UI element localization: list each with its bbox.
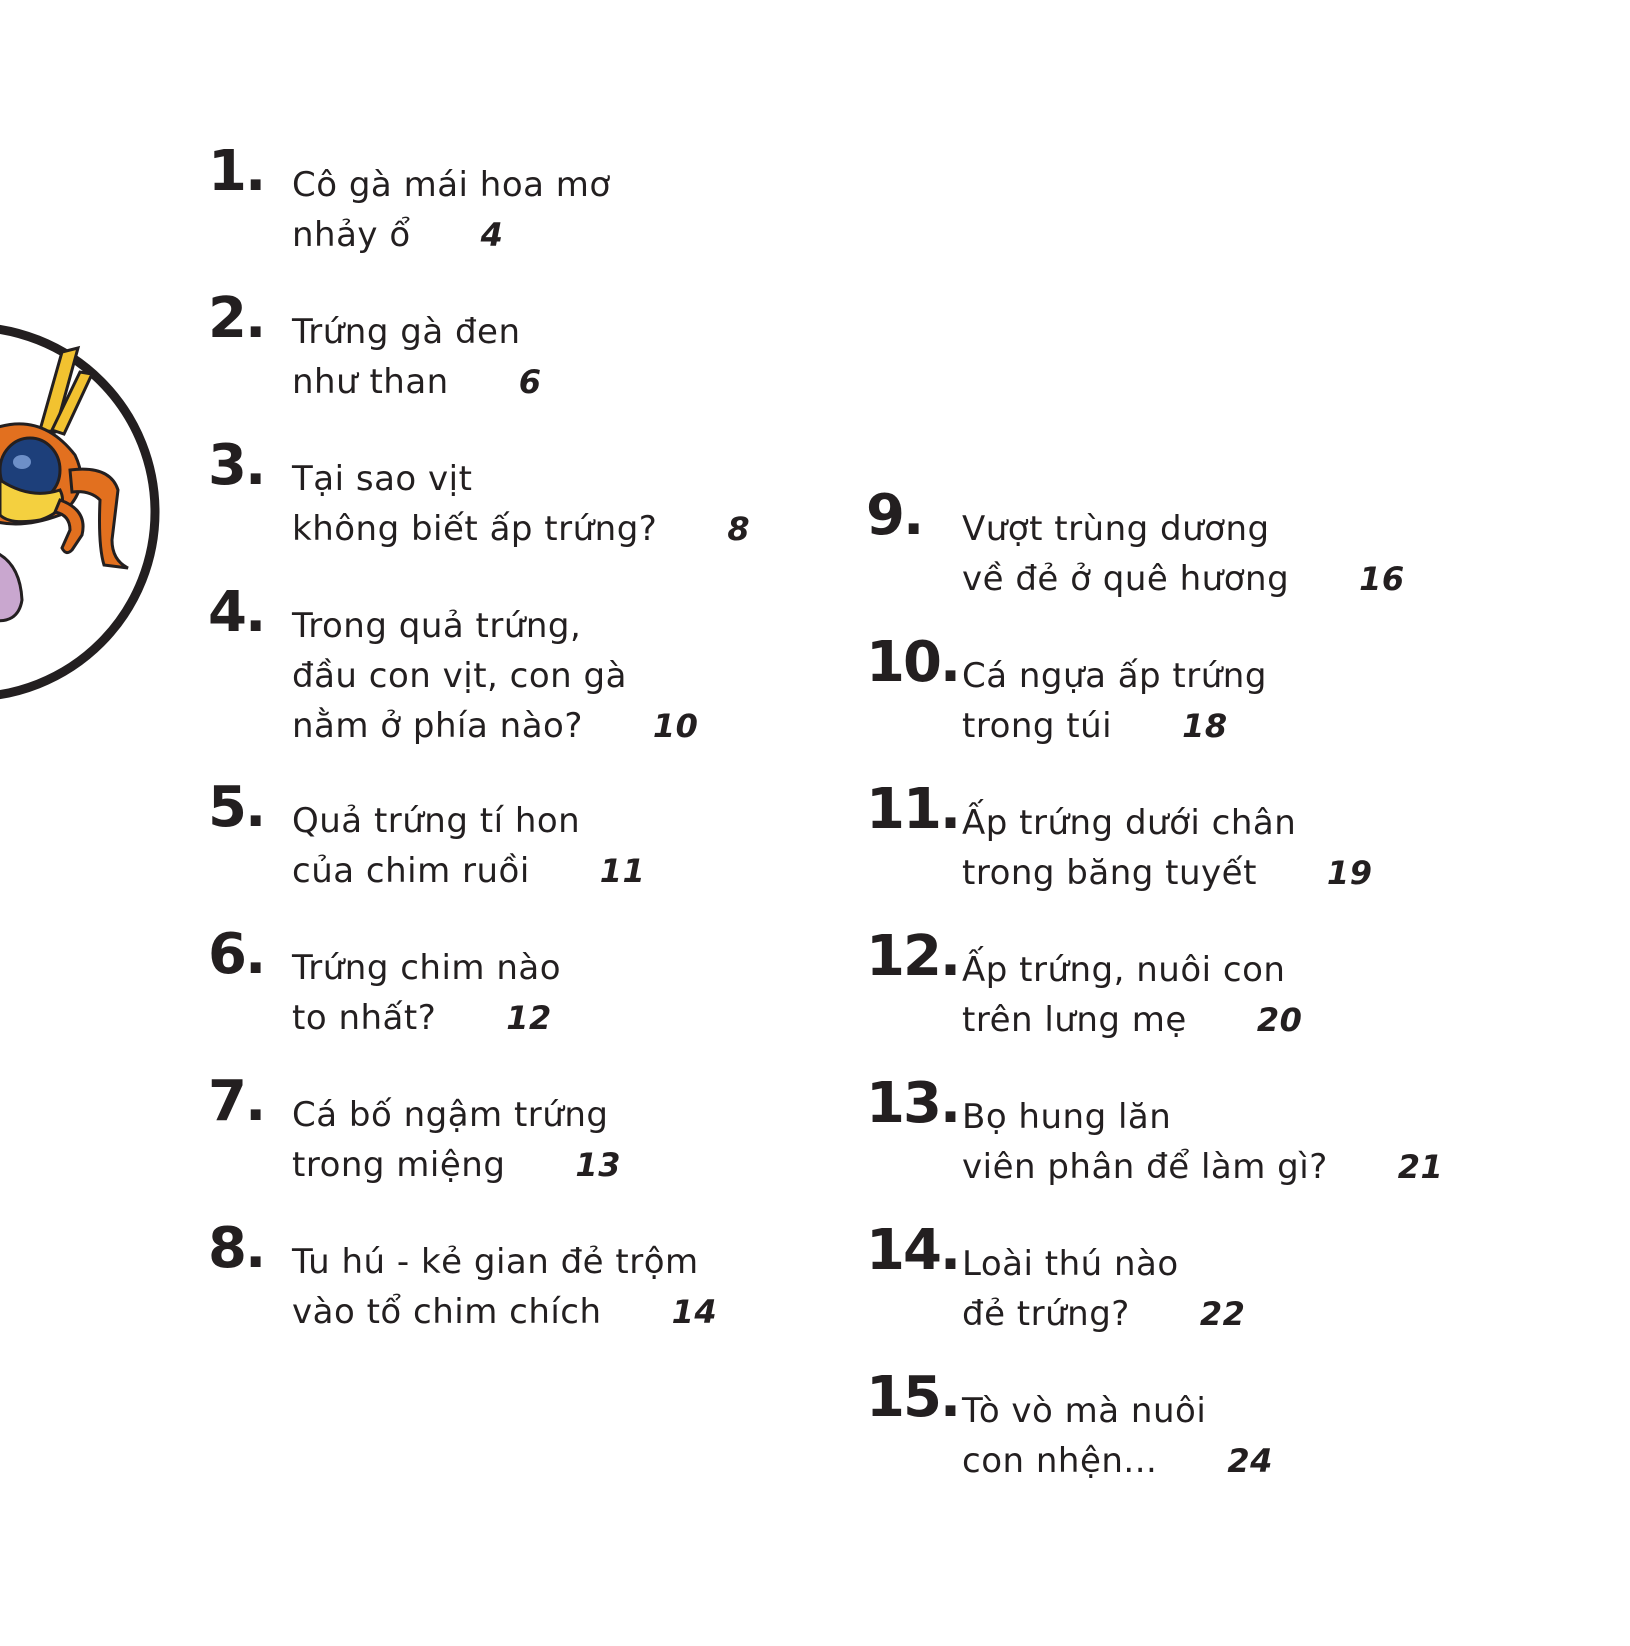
entry-title	[292, 160, 611, 260]
page-number: 21	[1397, 1148, 1444, 1186]
title-line: Ấp trứng, nuôi con	[962, 950, 1286, 990]
entry-number: 5.	[208, 775, 265, 840]
entry-title	[962, 945, 1302, 1045]
toc-entry-7[interactable]	[208, 1069, 808, 1219]
entry-number: 7.	[208, 1069, 265, 1134]
page-number: 16	[1359, 560, 1405, 598]
entry-title	[962, 798, 1372, 898]
title-line: nhảy ổ	[292, 215, 411, 255]
entry-title	[962, 1092, 1443, 1192]
page-number: 24	[1227, 1442, 1273, 1480]
entry-title	[292, 796, 645, 896]
title-line: Cá ngựa ấp trứng	[962, 656, 1267, 696]
entry-title	[962, 504, 1405, 604]
title-line: trong miệng	[292, 1145, 506, 1185]
entry-title	[962, 1386, 1273, 1486]
entry-title	[292, 307, 541, 407]
toc-entry-12[interactable]	[866, 924, 1606, 1074]
title-line: Trứng chim nào	[292, 948, 562, 988]
title-line: Ấp trứng dưới chân	[962, 803, 1297, 843]
page-number: 13	[575, 1146, 621, 1184]
toc-entry-8[interactable]	[208, 1216, 808, 1366]
entry-number: 15.	[866, 1365, 960, 1430]
title-line: con nhện...	[962, 1441, 1158, 1481]
page-number: 6	[518, 363, 542, 401]
entry-number: 12.	[866, 924, 960, 989]
entry-title	[292, 1237, 717, 1337]
entry-title	[292, 454, 750, 554]
title-line: không biết ấp trứng?	[292, 509, 658, 549]
entry-number: 10.	[866, 630, 960, 695]
title-line: trong băng tuyết	[962, 853, 1257, 893]
wasp-illustration	[0, 0, 180, 720]
title-line: Tu hú - kẻ gian đẻ trộm	[292, 1242, 699, 1282]
title-line: Tò vò mà nuôi	[962, 1391, 1207, 1431]
entry-number: 4.	[208, 580, 265, 645]
title-line: đầu con vịt, con gà	[292, 656, 627, 696]
toc-entry-3[interactable]	[208, 433, 808, 583]
title-line: như than	[292, 362, 449, 402]
toc-entry-13[interactable]	[866, 1071, 1606, 1221]
toc-entry-1[interactable]	[208, 139, 808, 289]
page-number: 10	[652, 707, 699, 745]
entry-number: 9.	[866, 483, 923, 548]
toc-entry-4[interactable]	[208, 580, 808, 778]
title-line: Trứng gà đen	[292, 312, 521, 352]
toc-entry-9[interactable]	[866, 483, 1606, 633]
entry-number: 6.	[208, 922, 265, 987]
entry-number: 1.	[208, 139, 265, 204]
entry-number: 3.	[208, 433, 265, 498]
entry-title	[292, 1090, 621, 1190]
title-line: Trong quả trứng,	[292, 606, 582, 646]
entry-number: 11.	[866, 777, 960, 842]
title-line: to nhất?	[292, 998, 437, 1038]
entry-title	[962, 651, 1267, 751]
entry-number: 13.	[866, 1071, 960, 1136]
entry-title	[292, 943, 561, 1043]
toc-entry-10[interactable]	[866, 630, 1606, 780]
toc-entry-2[interactable]	[208, 286, 808, 436]
title-line: Cá bố ngậm trứng	[292, 1095, 609, 1135]
page-number: 11	[599, 852, 646, 890]
title-line: Tại sao vịt	[292, 459, 473, 499]
entry-number: 2.	[208, 286, 265, 351]
title-line: Loài thú nào	[962, 1244, 1179, 1284]
title-line: viên phân để làm gì?	[962, 1147, 1328, 1187]
title-line: trên lưng mẹ	[962, 1000, 1187, 1040]
title-line: nằm ở phía nào?	[292, 706, 583, 746]
title-line: Vượt trùng dương	[962, 509, 1270, 549]
toc-left-column	[208, 139, 808, 1366]
toc-entry-5[interactable]	[208, 775, 808, 925]
page-number: 22	[1199, 1295, 1246, 1333]
toc-entry-11[interactable]	[866, 777, 1606, 927]
page-number: 14	[671, 1293, 718, 1331]
title-line: đẻ trứng?	[962, 1294, 1130, 1334]
page-number: 4	[480, 216, 504, 254]
title-line: Bọ hung lăn	[962, 1097, 1172, 1137]
title-line: của chim ruồi	[292, 851, 530, 891]
title-line: vào tổ chim chích	[292, 1292, 602, 1332]
page-number: 12	[506, 999, 552, 1037]
toc-entry-15[interactable]	[866, 1365, 1606, 1515]
page-number: 18	[1182, 707, 1228, 745]
title-line: Quả trứng tí hon	[292, 801, 581, 841]
toc-entry-14[interactable]	[866, 1218, 1606, 1368]
title-line: trong túi	[962, 706, 1113, 746]
entry-number: 14.	[866, 1218, 960, 1283]
title-line: Cô gà mái hoa mơ	[292, 165, 611, 205]
page-number: 8	[727, 510, 751, 548]
page-number: 19	[1326, 854, 1373, 892]
page-number: 20	[1256, 1001, 1303, 1039]
toc-right-column	[866, 483, 1606, 1515]
entry-title	[292, 601, 698, 751]
toc-entry-6[interactable]	[208, 922, 808, 1072]
title-line: về đẻ ở quê hương	[962, 559, 1290, 599]
entry-number: 8.	[208, 1216, 265, 1281]
entry-title	[962, 1239, 1245, 1339]
